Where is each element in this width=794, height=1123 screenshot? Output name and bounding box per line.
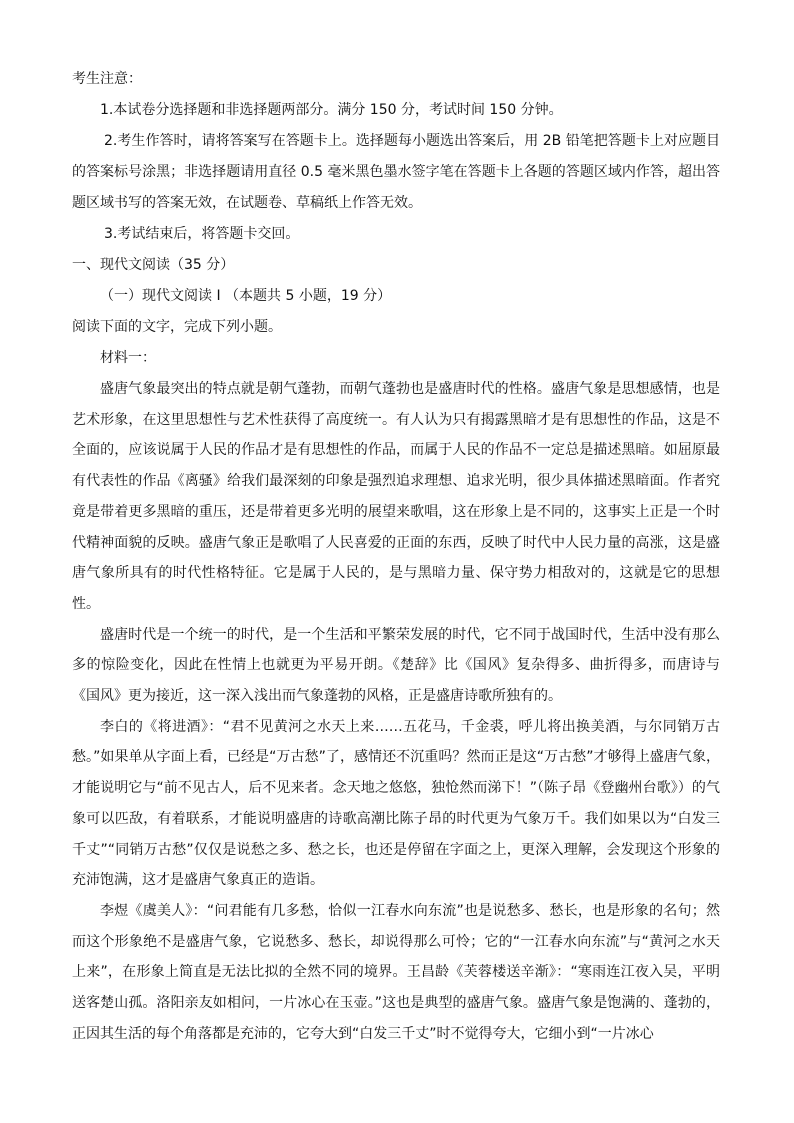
section-subheading: （一）现代文阅读 I （本题共 5 小题，19 分） bbox=[100, 288, 392, 304]
reading-instruction: 阅读下面的文字，完成下列小题。 bbox=[72, 319, 282, 335]
page-content bbox=[72, 64, 720, 1049]
notice-item-1: 1.本试卷分选择题和非选择题两部分。满分 150 分，考试时间 150 分钟。 bbox=[100, 102, 563, 118]
passage-paragraph-2: 盛唐时代是一个统一的时代，是一个生活和平繁荣发展的时代，它不同于战国时代，生活中没有那么多的惊险变化，因此在性情上也就更为平易开朗。《楚辞》比《国风》复杂得多、曲折得多，而唐诗与《国风》更为接近，这一深入浅出而气象蓬勃的风格，正是盛唐诗歌所独有的。 bbox=[72, 626, 720, 705]
material-label: 材料一： bbox=[100, 350, 156, 366]
passage-paragraph-1: 盛唐气象最突出的特点就是朝气蓬勃，而朝气蓬勃也是盛唐时代的性格。盛唐气象是思想感情，也是艺术形象，在这里思想性与艺术性获得了高度统一。有人认为只有揭露黑暗才是有思想性的作品，这是不全面的，应该说属于人民的作品才是有思想性的作品，而属于人民的作品不一定总是描述黑暗。如屈原最有代表性的作品《离骚》给我们最深刻的印象是强烈追求理想、追求光明，很少具体描述黑暗面。作者究竟是带着更多黑暗的重压，还是带着更多光明的展望来歌唱，这在形象上是不同的，这事实上正是一个时代精神面貌的反映。盛唐气象正是歌唱了人民喜爱的正面的东西，反映了时代中人民力量的高涨，这是盛唐气象所具有的时代性格特征。它是属于人民的，是与黑暗力量、保守势力相敌对的，这就是它的思想性。 bbox=[72, 381, 720, 612]
notice-item-3: 3.考试结束后，将答题卡交回。 bbox=[104, 226, 300, 242]
notice-title: 考生注意： bbox=[72, 71, 142, 87]
passage-paragraph-3: 李白的《将进酒》：“君不见黄河之水天上来……五花马，千金裘，呼儿将出换美酒，与尔同销万古愁。”如果单从字面上看，已经是“万古愁”了，感情还不沉重吗？然而正是这“万古愁”才够得上盛唐气象，才能说明它与“前不见古人，后不见来者。念天地之悠悠，独怆然而涕下！”（陈子昂《登幽州台歌》）的气象可以匹敌，有着联系，才能说明盛唐的诗歌高潮比陈子昂的时代更为气象万千。我们如果以为“白发三千丈”“同销万古愁”仅仅是说愁之多、愁之长，也还是停留在字面之上，更深入理解，会发现这个形象的充沛饱满，这才是盛唐气象真正的造诣。 bbox=[72, 718, 720, 889]
section-heading: 一、现代文阅读（35 分） bbox=[72, 257, 235, 273]
notice-item-2: 2.考生作答时，请将答案写在答题卡上。选择题每小题选出答案后，用 2B 铅笔把答题卡上对应题目的答案标号涂黑；非选择题请用直径 0.5 毫米黑色墨水签字笔在答题卡上各题的答题区域内作答，超出答题区域书写的答案无效，在试题卷、草稿纸上作答无效。 bbox=[72, 133, 720, 211]
passage-paragraph-4: 李煜《虞美人》：“问君能有几多愁，恰似一江春水向东流”也是说愁多、愁长，也是形象的名句；然而这个形象绝不是盛唐气象，它说愁多、愁长，却说得那么可怜；它的“一江春水向东流”与“黄河之水天上来”，在形象上简直是无法比拟的全然不同的境界。王昌龄《芙蓉楼送辛渐》：“寒雨连江夜入吴，平明送客楚山孤。洛阳亲友如相问，一片冰心在玉壶。”这也是典型的盛唐气象。盛唐气象是饱满的、蓬勃的，正因其生活的每个角落都是充沛的，它夸大到“白发三千丈”时不觉得夸大，它细小到“一片冰心 bbox=[72, 902, 720, 1042]
